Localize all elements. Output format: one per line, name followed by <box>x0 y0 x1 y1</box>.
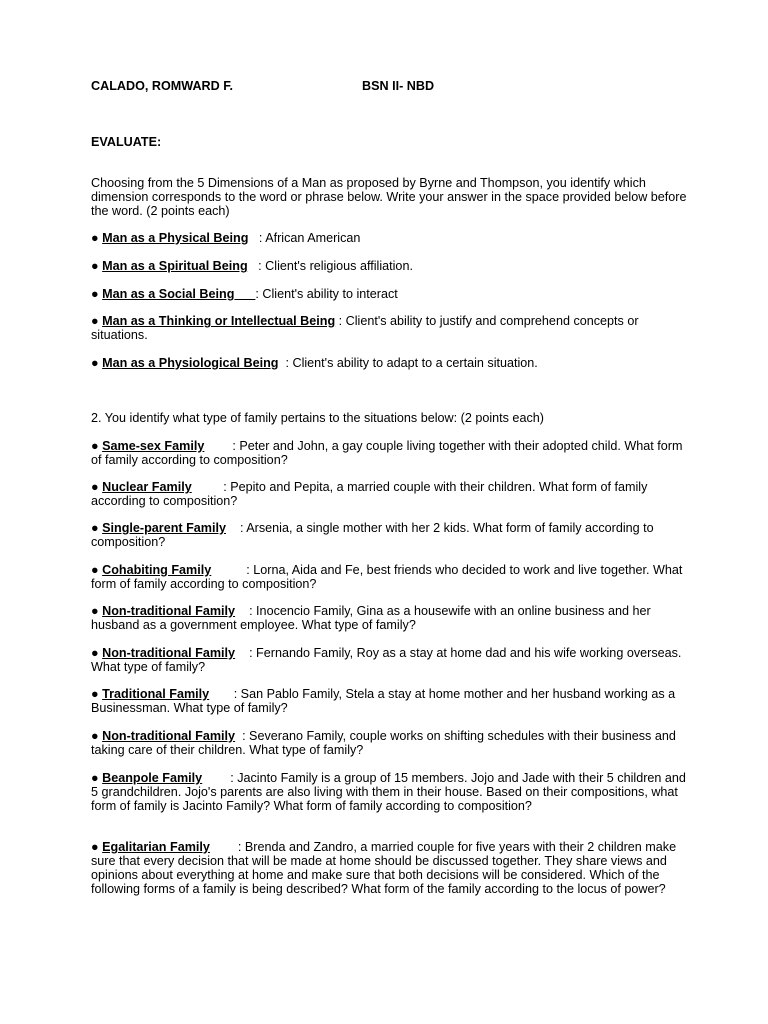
prompt: : Peter and John, a gay couple living together with their adopted child. What form of family according to composition? <box>91 439 683 467</box>
section2-instructions: 2. You identify what type of family pertains to the situations below: (2 points each) <box>91 411 544 425</box>
bullet: ● <box>91 604 103 618</box>
answer: Non-traditional Family <box>102 729 236 743</box>
bullet: ● <box>91 287 103 301</box>
answer: Non-traditional Family <box>102 646 236 660</box>
family-item-8 <box>91 729 691 757</box>
answer: Man as a Thinking or Intellectual Being <box>102 314 336 328</box>
prompt: : San Pablo Family, Stela a stay at home mother and her husband working as a Businessman. What type of family? <box>91 687 676 715</box>
dimension-item-5 <box>91 356 691 370</box>
bullet: ● <box>91 646 103 660</box>
prompt: : Pepito and Pepita, a married couple with their children. What form of family according to composition? <box>91 480 648 508</box>
bullet: ● <box>91 259 103 273</box>
prompt: : Severano Family, couple works on shifting schedules with their business and taking care of their children. What type of family? <box>91 729 676 757</box>
answer: Man as a Social Being <box>102 287 235 301</box>
bullet: ● <box>91 563 103 577</box>
bullet: ● <box>91 687 103 701</box>
answer: Egalitarian Family <box>102 840 210 854</box>
student-name: CALADO, ROMWARD F. <box>91 79 234 93</box>
prompt: : Client's ability to justify and comprehend concepts or situations. <box>91 314 639 342</box>
prompt: : Client's ability to interact <box>255 287 398 301</box>
prompt: : Brenda and Zandro, a married couple for five years with their 2 children make sure that every decision that will be made at home should be discussed together. They share views and opinions about everything at home and make sure that both decisions will be considered. Which of the following forms of a family is being described? What form of the family according to the locus of power? <box>91 840 677 896</box>
answer: Same-sex Family <box>102 439 205 453</box>
family-item-7 <box>91 687 691 715</box>
dimension-item-1 <box>91 231 691 245</box>
prompt: : Client's religious affiliation. <box>258 259 413 273</box>
section1-instructions: Choosing from the 5 Dimensions of a Man as proposed by Byrne and Thompson, you identify which dimension corresponds to the word or phrase below. Write your answer in the space provided below before the word. (2 points each) <box>91 176 687 218</box>
family-item-2 <box>91 480 691 508</box>
family-item-4 <box>91 563 691 591</box>
prompt: : Fernando Family, Roy as a stay at home dad and his wife working overseas. What type of family? <box>91 646 682 674</box>
prompt: : Arsenia, a single mother with her 2 kids. What form of family according to composition? <box>91 521 654 549</box>
family-item-10 <box>91 840 691 896</box>
bullet: ● <box>91 231 103 245</box>
dimension-item-2 <box>91 259 691 273</box>
family-item-1 <box>91 439 691 467</box>
bullet: ● <box>91 356 103 370</box>
student-class: BSN II- NBD <box>362 79 435 93</box>
answer: Nuclear Family <box>102 480 192 494</box>
answer: Non-traditional Family <box>102 604 236 618</box>
answer: Beanpole Family <box>102 771 203 785</box>
prompt: : Client's ability to adapt to a certain situation. <box>285 356 538 370</box>
bullet: ● <box>91 840 103 854</box>
answer: Man as a Physiological Being <box>102 356 279 370</box>
answer: Cohabiting Family <box>102 563 212 577</box>
answer: Traditional Family <box>102 687 210 701</box>
family-item-9 <box>91 771 691 813</box>
answer: Man as a Spiritual Being <box>102 259 248 273</box>
bullet: ● <box>91 771 103 785</box>
dimension-item-3 <box>91 287 691 301</box>
prompt: : Inocencio Family, Gina as a housewife with an online business and her husband as a government employee. What type of family? <box>91 604 651 632</box>
family-item-6 <box>91 646 691 674</box>
dimension-item-4 <box>91 314 691 342</box>
answer: Single-parent Family <box>102 521 226 535</box>
family-item-5 <box>91 604 691 632</box>
bullet: ● <box>91 729 103 743</box>
prompt: : Jacinto Family is a group of 15 members. Jojo and Jade with their 5 children and 5 grandchildren. Jojo's parents are also living with them in their house. Based on their compositions, what form of family is Jacinto Family? What form of family according to composition? <box>91 771 686 813</box>
bullet: ● <box>91 480 103 494</box>
section-title: EVALUATE: <box>91 135 162 149</box>
bullet: ● <box>91 439 103 453</box>
prompt: : African American <box>258 231 361 245</box>
bullet: ● <box>91 521 103 535</box>
bullet: ● <box>91 314 103 328</box>
family-item-3 <box>91 521 691 549</box>
answer: Man as a Physical Being <box>102 231 249 245</box>
prompt: : Lorna, Aida and Fe, best friends who decided to work and live together. What form of family according to composition? <box>91 563 683 591</box>
